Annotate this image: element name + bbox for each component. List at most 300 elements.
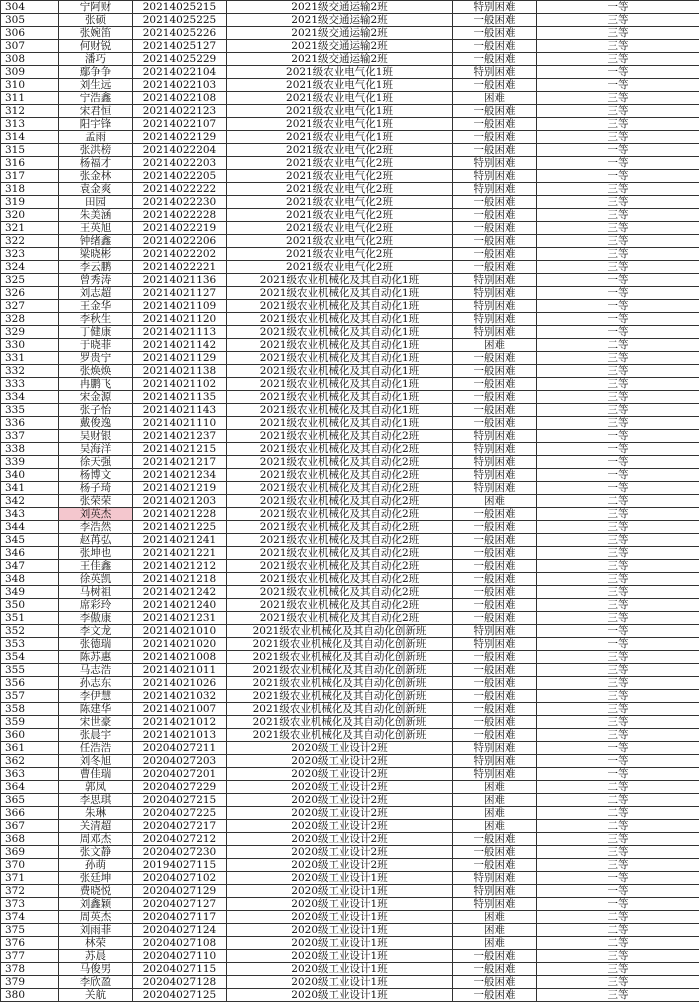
row-number-cell: 318: [1, 183, 59, 196]
aid-grade-cell: 一等: [537, 1, 699, 14]
hardship-level-cell: 特别困难: [453, 274, 537, 287]
student-name-cell: 张硕: [59, 14, 133, 27]
student-name-cell: 李文龙: [59, 625, 133, 638]
student-name-cell: 鄢争争: [59, 66, 133, 79]
row-number-cell: 345: [1, 534, 59, 547]
table-row: [1, 807, 699, 820]
class-cell: 2021级农业机械化及其自动化2班: [227, 430, 453, 443]
table-row: [1, 326, 699, 339]
hardship-level-cell: 一般困难: [453, 261, 537, 274]
aid-grade-cell: 三等: [537, 976, 699, 989]
student-name-cell: 马树祖: [59, 586, 133, 599]
hardship-level-cell: 一般困难: [453, 690, 537, 703]
student-name-cell: 戴俊逸: [59, 417, 133, 430]
row-number-cell: 350: [1, 599, 59, 612]
table-row: [1, 183, 699, 196]
hardship-level-cell: 困难: [453, 911, 537, 924]
hardship-level-cell: 困难: [453, 794, 537, 807]
student-id-cell: 20214022108: [133, 92, 227, 105]
hardship-level-cell: 特别困难: [453, 443, 537, 456]
table-row: [1, 989, 699, 1002]
student-id-cell: 20214021240: [133, 599, 227, 612]
aid-grade-cell: 三等: [537, 92, 699, 105]
table-row: [1, 170, 699, 183]
aid-grade-cell: 一等: [537, 79, 699, 92]
hardship-level-cell: 特别困难: [453, 326, 537, 339]
student-id-cell: 20214021129: [133, 352, 227, 365]
student-id-cell: 20214021012: [133, 716, 227, 729]
student-id-cell: 20214021013: [133, 729, 227, 742]
class-cell: 2021级农业电气化2班: [227, 157, 453, 170]
student-name-cell: 马俊男: [59, 963, 133, 976]
table-row: [1, 144, 699, 157]
aid-grade-cell: 三等: [537, 677, 699, 690]
class-cell: 2021级农业电气化2班: [227, 222, 453, 235]
row-number-cell: 361: [1, 742, 59, 755]
table-row: [1, 92, 699, 105]
hardship-level-cell: 一般困难: [453, 729, 537, 742]
student-id-cell: 20214022228: [133, 209, 227, 222]
student-name-cell: 张文静: [59, 846, 133, 859]
table-row: [1, 534, 699, 547]
row-number-cell: 323: [1, 248, 59, 261]
row-number-cell: 359: [1, 716, 59, 729]
aid-grade-cell: 一等: [537, 768, 699, 781]
aid-grade-cell: 三等: [537, 612, 699, 625]
aid-grade-cell: 一等: [537, 742, 699, 755]
row-number-cell: 371: [1, 872, 59, 885]
class-cell: 2021级农业电气化1班: [227, 92, 453, 105]
student-id-cell: 20214021217: [133, 456, 227, 469]
table-row: [1, 79, 699, 92]
student-name-cell: 李秋生: [59, 313, 133, 326]
class-cell: 2021级农业机械化及其自动化创新班: [227, 638, 453, 651]
table-row: [1, 40, 699, 53]
student-id-cell: 20214021212: [133, 560, 227, 573]
aid-grade-cell: 二等: [537, 807, 699, 820]
student-id-cell: 20204027127: [133, 898, 227, 911]
aid-grade-cell: 三等: [537, 950, 699, 963]
class-cell: 2021级交通运输2班: [227, 1, 453, 14]
class-cell: 2021级交通运输2班: [227, 40, 453, 53]
student-name-cell: 袁金爽: [59, 183, 133, 196]
student-id-cell: 20214021113: [133, 326, 227, 339]
student-id-cell: 20204027125: [133, 989, 227, 1002]
student-name-cell: 朱美涵: [59, 209, 133, 222]
row-number-cell: 309: [1, 66, 59, 79]
hardship-level-cell: 一般困难: [453, 833, 537, 846]
row-number-cell: 353: [1, 638, 59, 651]
student-id-cell: 20214021234: [133, 469, 227, 482]
student-name-cell: 郭凤: [59, 781, 133, 794]
hardship-level-cell: 特别困难: [453, 456, 537, 469]
student-id-cell: 20214022219: [133, 222, 227, 235]
table-row: [1, 638, 699, 651]
row-number-cell: 349: [1, 586, 59, 599]
row-number-cell: 320: [1, 209, 59, 222]
aid-grade-cell: 三等: [537, 105, 699, 118]
student-name-cell: 张洪榜: [59, 144, 133, 157]
table-row: [1, 196, 699, 209]
student-name-cell: 张荣荣: [59, 495, 133, 508]
aid-grade-cell: 一等: [537, 66, 699, 79]
class-cell: 2020级工业设计2班: [227, 820, 453, 833]
table-row: [1, 898, 699, 911]
table-row: [1, 716, 699, 729]
class-cell: 2021级农业机械化及其自动化2班: [227, 508, 453, 521]
table-row: [1, 911, 699, 924]
aid-grade-cell: 二等: [537, 339, 699, 352]
class-cell: 2021级交通运输2班: [227, 14, 453, 27]
student-name-cell: 曹佳瑞: [59, 768, 133, 781]
aid-grade-cell: 一等: [537, 144, 699, 157]
class-cell: 2021级农业电气化2班: [227, 209, 453, 222]
hardship-level-cell: 一般困难: [453, 547, 537, 560]
class-cell: 2020级工业设计1班: [227, 911, 453, 924]
student-name-cell: 孟雨: [59, 131, 133, 144]
student-name-cell: 李傲康: [59, 612, 133, 625]
student-name-cell: 刘志超: [59, 287, 133, 300]
student-id-cell: 20194027115: [133, 859, 227, 872]
hardship-level-cell: 一般困难: [453, 534, 537, 547]
row-number-cell: 316: [1, 157, 59, 170]
class-cell: 2021级农业电气化2班: [227, 196, 453, 209]
hardship-level-cell: 特别困难: [453, 469, 537, 482]
class-cell: 2021级农业机械化及其自动化1班: [227, 391, 453, 404]
student-name-cell: 阳宇锋: [59, 118, 133, 131]
table-row: [1, 859, 699, 872]
class-cell: 2020级工业设计2班: [227, 794, 453, 807]
student-name-cell: 费晓悦: [59, 885, 133, 898]
class-cell: 2020级工业设计2班: [227, 742, 453, 755]
aid-grade-cell: 三等: [537, 248, 699, 261]
aid-grade-cell: 三等: [537, 547, 699, 560]
student-id-cell: 20214021242: [133, 586, 227, 599]
row-number-cell: 335: [1, 404, 59, 417]
student-name-cell: 梁晓彬: [59, 248, 133, 261]
hardship-level-cell: 困难: [453, 807, 537, 820]
aid-grade-cell: 一等: [537, 625, 699, 638]
student-name-cell: 张金林: [59, 170, 133, 183]
table-row: [1, 209, 699, 222]
student-name-cell: 林荣: [59, 937, 133, 950]
student-name-cell: 王金华: [59, 300, 133, 313]
class-cell: 2021级农业机械化及其自动化2班: [227, 482, 453, 495]
student-name-cell: 赵苒弘: [59, 534, 133, 547]
hardship-level-cell: 一般困难: [453, 53, 537, 66]
hardship-level-cell: 一般困难: [453, 599, 537, 612]
hardship-level-cell: 一般困难: [453, 651, 537, 664]
table-row: [1, 443, 699, 456]
table-row: [1, 222, 699, 235]
hardship-level-cell: 一般困难: [453, 612, 537, 625]
class-cell: 2020级工业设计2班: [227, 833, 453, 846]
student-id-cell: 20214022222: [133, 183, 227, 196]
table-row: [1, 573, 699, 586]
row-number-cell: 377: [1, 950, 59, 963]
hardship-level-cell: 一般困难: [453, 378, 537, 391]
table-row: [1, 131, 699, 144]
aid-grade-cell: 三等: [537, 404, 699, 417]
table-row: [1, 599, 699, 612]
student-name-cell: 王英旭: [59, 222, 133, 235]
table-row: [1, 66, 699, 79]
aid-grade-cell: 一等: [537, 456, 699, 469]
hardship-level-cell: 一般困难: [453, 196, 537, 209]
aid-grade-cell: 三等: [537, 729, 699, 742]
student-name-cell: 关航: [59, 989, 133, 1002]
student-name-cell: 张晨宇: [59, 729, 133, 742]
aid-grade-cell: 一等: [537, 287, 699, 300]
class-cell: 2020级工业设计2班: [227, 781, 453, 794]
aid-grade-cell: 三等: [537, 378, 699, 391]
class-cell: 2021级农业机械化及其自动化1班: [227, 326, 453, 339]
student-name-cell: 王佳鑫: [59, 560, 133, 573]
student-id-cell: 20204027203: [133, 755, 227, 768]
table-row: [1, 872, 699, 885]
student-id-cell: 20214021228: [133, 508, 227, 521]
row-number-cell: 340: [1, 469, 59, 482]
hardship-level-cell: 特别困难: [453, 638, 537, 651]
aid-grade-cell: 一等: [537, 430, 699, 443]
student-name-cell: 李伊慧: [59, 690, 133, 703]
aid-grade-cell: 二等: [537, 937, 699, 950]
row-number-cell: 317: [1, 170, 59, 183]
table-row: [1, 651, 699, 664]
hardship-level-cell: 特别困难: [453, 183, 537, 196]
student-name-cell: 张德瑞: [59, 638, 133, 651]
student-id-cell: 20214021120: [133, 313, 227, 326]
row-number-cell: 372: [1, 885, 59, 898]
class-cell: 2021级农业电气化2班: [227, 248, 453, 261]
row-number-cell: 378: [1, 963, 59, 976]
student-name-cell: 周邓杰: [59, 833, 133, 846]
aid-grade-cell: 一等: [537, 885, 699, 898]
hardship-level-cell: 一般困难: [453, 963, 537, 976]
hardship-level-cell: 一般困难: [453, 664, 537, 677]
hardship-level-cell: 特别困难: [453, 1, 537, 14]
hardship-level-cell: 特别困难: [453, 898, 537, 911]
class-cell: 2021级农业电气化1班: [227, 105, 453, 118]
row-number-cell: 355: [1, 664, 59, 677]
class-cell: 2021级农业机械化及其自动化创新班: [227, 625, 453, 638]
student-id-cell: 20214021109: [133, 300, 227, 313]
table-row: [1, 313, 699, 326]
student-id-cell: 20204027225: [133, 807, 227, 820]
table-row: [1, 612, 699, 625]
student-id-cell: 20204027102: [133, 872, 227, 885]
row-number-cell: 344: [1, 521, 59, 534]
aid-grade-cell: 三等: [537, 391, 699, 404]
student-name-cell: 刘生远: [59, 79, 133, 92]
row-number-cell: 327: [1, 300, 59, 313]
class-cell: 2021级农业机械化及其自动化1班: [227, 339, 453, 352]
student-name-cell: 宋世豪: [59, 716, 133, 729]
row-number-cell: 367: [1, 820, 59, 833]
table-row: [1, 365, 699, 378]
row-number-cell: 370: [1, 859, 59, 872]
hardship-level-cell: 一般困难: [453, 105, 537, 118]
hardship-level-cell: 困难: [453, 820, 537, 833]
table-row: [1, 391, 699, 404]
hardship-level-cell: 特别困难: [453, 768, 537, 781]
class-cell: 2020级工业设计1班: [227, 898, 453, 911]
hardship-level-cell: 一般困难: [453, 40, 537, 53]
student-id-cell: 20204027115: [133, 963, 227, 976]
student-name-cell: 任浩浩: [59, 742, 133, 755]
student-name-cell: 关清超: [59, 820, 133, 833]
row-number-cell: 336: [1, 417, 59, 430]
table-row: [1, 924, 699, 937]
class-cell: 2021级农业机械化及其自动化2班: [227, 573, 453, 586]
student-id-cell: 20214022104: [133, 66, 227, 79]
hardship-level-cell: 一般困难: [453, 365, 537, 378]
class-cell: 2021级农业机械化及其自动化1班: [227, 365, 453, 378]
row-number-cell: 376: [1, 937, 59, 950]
hardship-level-cell: 困难: [453, 924, 537, 937]
hardship-level-cell: 特别困难: [453, 313, 537, 326]
row-number-cell: 333: [1, 378, 59, 391]
row-number-cell: 328: [1, 313, 59, 326]
aid-grade-cell: 一等: [537, 157, 699, 170]
table-row: [1, 248, 699, 261]
student-id-cell: 20214022129: [133, 131, 227, 144]
row-number-cell: 337: [1, 430, 59, 443]
aid-grade-cell: 三等: [537, 664, 699, 677]
student-name-cell: 于晓菲: [59, 339, 133, 352]
table-row: [1, 586, 699, 599]
student-id-cell: 20214022123: [133, 105, 227, 118]
class-cell: 2021级农业机械化及其自动化2班: [227, 456, 453, 469]
hardship-level-cell: 一般困难: [453, 976, 537, 989]
hardship-level-cell: 一般困难: [453, 144, 537, 157]
table-row: [1, 690, 699, 703]
student-name-cell: 刘英杰: [59, 508, 133, 521]
student-name-cell: 杨博文: [59, 469, 133, 482]
table-row: [1, 833, 699, 846]
aid-grade-cell: 三等: [537, 560, 699, 573]
aid-grade-cell: 三等: [537, 573, 699, 586]
student-name-cell: 吴海洋: [59, 443, 133, 456]
student-name-cell: 丁健康: [59, 326, 133, 339]
student-name-cell: 张焕焕: [59, 365, 133, 378]
student-id-cell: 20214021225: [133, 521, 227, 534]
row-number-cell: 322: [1, 235, 59, 248]
row-number-cell: 314: [1, 131, 59, 144]
table-row: [1, 664, 699, 677]
row-number-cell: 347: [1, 560, 59, 573]
aid-grade-cell: 三等: [537, 235, 699, 248]
aid-grade-cell: 二等: [537, 495, 699, 508]
student-id-cell: 20214025226: [133, 27, 227, 40]
hardship-level-cell: 困难: [453, 339, 537, 352]
table-row: [1, 1, 699, 14]
aid-grade-cell: 三等: [537, 599, 699, 612]
row-number-cell: 341: [1, 482, 59, 495]
student-id-cell: 20214021026: [133, 677, 227, 690]
row-number-cell: 362: [1, 755, 59, 768]
row-number-cell: 343: [1, 508, 59, 521]
aid-grade-cell: 三等: [537, 989, 699, 1002]
student-id-cell: 20214025229: [133, 53, 227, 66]
student-name-cell: 李浩然: [59, 521, 133, 534]
aid-grade-cell: 三等: [537, 521, 699, 534]
table-row: [1, 729, 699, 742]
table-row: [1, 560, 699, 573]
class-cell: 2021级农业机械化及其自动化创新班: [227, 729, 453, 742]
aid-grade-cell: 三等: [537, 859, 699, 872]
class-cell: 2021级农业机械化及其自动化1班: [227, 352, 453, 365]
table-row: [1, 300, 699, 313]
student-name-cell: 罗贵宁: [59, 352, 133, 365]
hardship-level-cell: 特别困难: [453, 872, 537, 885]
student-name-cell: 宋金源: [59, 391, 133, 404]
student-name-cell: 马志浩: [59, 664, 133, 677]
table-row: [1, 378, 699, 391]
row-number-cell: 368: [1, 833, 59, 846]
student-id-cell: 20214021110: [133, 417, 227, 430]
student-name-cell: 曾秀涛: [59, 274, 133, 287]
class-cell: 2021级农业机械化及其自动化1班: [227, 404, 453, 417]
aid-grade-cell: 三等: [537, 209, 699, 222]
student-name-cell: 席彩玲: [59, 599, 133, 612]
row-number-cell: 373: [1, 898, 59, 911]
class-cell: 2021级农业电气化1班: [227, 79, 453, 92]
student-name-cell: 杨子琦: [59, 482, 133, 495]
row-number-cell: 331: [1, 352, 59, 365]
student-name-cell: 李思琪: [59, 794, 133, 807]
table-body: [1, 1, 699, 1002]
aid-grade-cell: 三等: [537, 118, 699, 131]
hardship-level-cell: 一般困难: [453, 521, 537, 534]
aid-grade-cell: 三等: [537, 261, 699, 274]
table-row: [1, 820, 699, 833]
row-number-cell: 374: [1, 911, 59, 924]
aid-grade-cell: 三等: [537, 846, 699, 859]
student-id-cell: 20214022202: [133, 248, 227, 261]
hardship-level-cell: 一般困难: [453, 846, 537, 859]
hardship-level-cell: 一般困难: [453, 716, 537, 729]
aid-grade-cell: 二等: [537, 911, 699, 924]
table-row: [1, 937, 699, 950]
row-number-cell: 365: [1, 794, 59, 807]
aid-grade-cell: 三等: [537, 53, 699, 66]
hardship-level-cell: 一般困难: [453, 859, 537, 872]
student-name-cell: 宋君恒: [59, 105, 133, 118]
student-id-cell: 20214021241: [133, 534, 227, 547]
aid-grade-cell: 二等: [537, 794, 699, 807]
student-name-cell: 刘雨菲: [59, 924, 133, 937]
class-cell: 2021级农业机械化及其自动化2班: [227, 521, 453, 534]
table-row: [1, 547, 699, 560]
class-cell: 2021级农业电气化1班: [227, 118, 453, 131]
student-id-cell: 20204027217: [133, 820, 227, 833]
hardship-level-cell: 一般困难: [453, 131, 537, 144]
table-row: [1, 846, 699, 859]
student-name-cell: 潘巧: [59, 53, 133, 66]
row-number-cell: 315: [1, 144, 59, 157]
aid-grade-cell: 三等: [537, 651, 699, 664]
aid-grade-cell: 一等: [537, 300, 699, 313]
aid-grade-cell: 三等: [537, 131, 699, 144]
class-cell: 2021级农业电气化2班: [227, 261, 453, 274]
student-id-cell: 20214021231: [133, 612, 227, 625]
student-id-cell: 20214021020: [133, 638, 227, 651]
class-cell: 2020级工业设计1班: [227, 989, 453, 1002]
class-cell: 2021级农业机械化及其自动化2班: [227, 469, 453, 482]
class-cell: 2021级农业电气化1班: [227, 131, 453, 144]
student-id-cell: 20204027229: [133, 781, 227, 794]
